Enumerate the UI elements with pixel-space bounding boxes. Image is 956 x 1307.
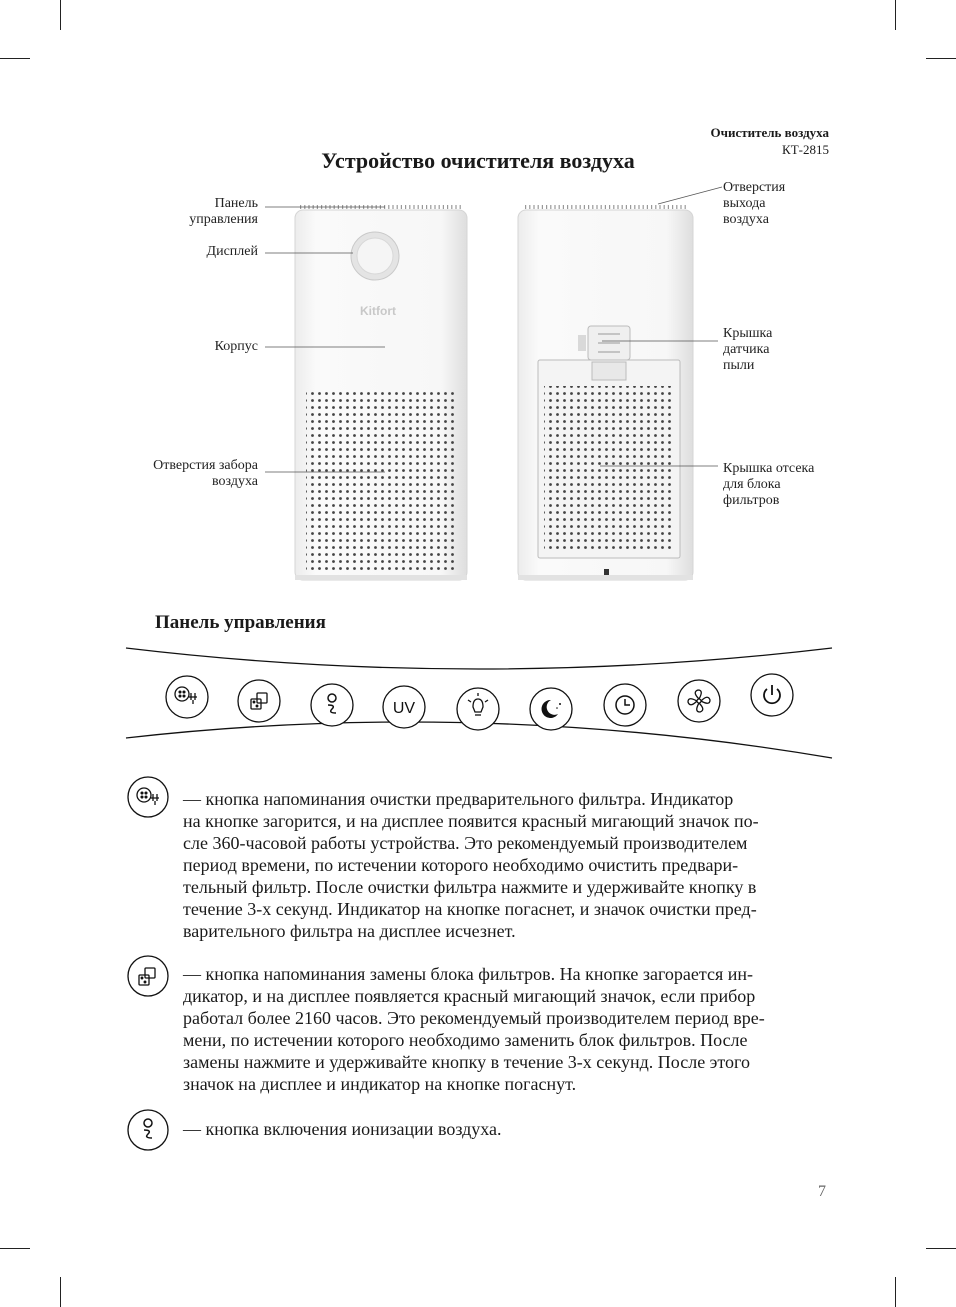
ionizer-icon: [126, 1108, 170, 1152]
description-line: течение 3-х секунд. Индикатор на кнопке погаснет, и значок очистки пред-: [183, 899, 757, 919]
description-filter-replace: [183, 963, 829, 1095]
header-product: Очиститель воздуха: [710, 125, 829, 140]
crop-mark: [895, 0, 896, 30]
power-button[interactable]: [751, 674, 793, 716]
device-illustration: [120, 180, 840, 600]
control-panel-illustration: [120, 642, 836, 764]
timer-button[interactable]: [604, 684, 646, 726]
description-line: — кнопка напоминания замены блока фильтров. На кнопке загорается ин-: [183, 964, 753, 984]
uv-icon: UV: [392, 700, 416, 717]
prefilter-icon: [126, 775, 170, 819]
crop-mark: [895, 1277, 896, 1307]
label-outlet: Отверстия выхода воздуха: [723, 180, 786, 227]
filter-replace-button[interactable]: [238, 680, 280, 722]
page-number: 7: [818, 1183, 826, 1200]
label-control-panel: Панель управления: [189, 196, 258, 227]
crop-mark: [0, 58, 30, 59]
description-prefilter: [183, 788, 829, 942]
front-unit: [295, 207, 467, 580]
label-sensor-cover: Крышка датчика пыли: [723, 326, 773, 373]
label-filter-cover: Крышка отсека для блока фильтров: [723, 461, 815, 508]
description-line: работал более 2160 часов. Это рекомендуемый производителем период вре-: [183, 1008, 765, 1028]
description-line: значок на дисплее и индикатор на кнопке погаснут.: [183, 1074, 577, 1094]
fan-button[interactable]: [678, 680, 720, 722]
prefilter-clean-button[interactable]: [166, 676, 208, 718]
page-title: Устройство очистителя воздуха: [321, 148, 635, 173]
description-line: варительного фильтра на дисплее исчезнет.: [183, 921, 516, 941]
sleep-button[interactable]: [530, 688, 572, 730]
crop-mark: [926, 58, 956, 59]
description-line: мени, по истечении которого необходимо заменить блок фильтров. После: [183, 1030, 748, 1050]
label-display: Дисплей: [206, 244, 258, 259]
filter-replace-icon: [126, 954, 170, 998]
crop-mark: [60, 1277, 61, 1307]
section-title-control-panel: Панель управления: [155, 612, 326, 633]
description-line: замены нажмите и удерживайте кнопку в течение 3-х секунд. После этого: [183, 1052, 750, 1072]
description-line: на кнопке загорится, и на дисплее появится красный мигающий значок по-: [183, 811, 759, 831]
crop-mark: [926, 1248, 956, 1249]
light-button[interactable]: [457, 688, 499, 730]
back-unit: [518, 207, 693, 580]
description-line: — кнопка включения ионизации воздуха.: [183, 1119, 502, 1139]
crop-mark: [0, 1248, 30, 1249]
device-diagram: [120, 180, 840, 600]
description-line: сле 360-часовой работы устройства. Это рекомендуемый производителем: [183, 833, 748, 853]
brand-logo: Kitfort: [360, 304, 396, 318]
description-line: дикатор, и на дисплее появляется красный мигающий значок, если прибор: [183, 986, 756, 1006]
uv-button[interactable]: [383, 686, 425, 728]
label-body: Корпус: [214, 339, 258, 354]
crop-mark: [60, 0, 61, 30]
label-intake: Отверстия забора воздуха: [153, 458, 258, 489]
ionizer-button[interactable]: [311, 684, 353, 726]
header-model: КТ-2815: [782, 142, 829, 157]
description-ionizer: [183, 1118, 829, 1140]
description-line: тельный фильтр. После очистки фильтра нажмите и удерживайте кнопку в: [183, 877, 757, 897]
description-line: период времени, по истечении которого необходимо очистить предвари-: [183, 855, 739, 875]
description-line: — кнопка напоминания очистки предварительного фильтра. Индикатор: [183, 789, 734, 809]
